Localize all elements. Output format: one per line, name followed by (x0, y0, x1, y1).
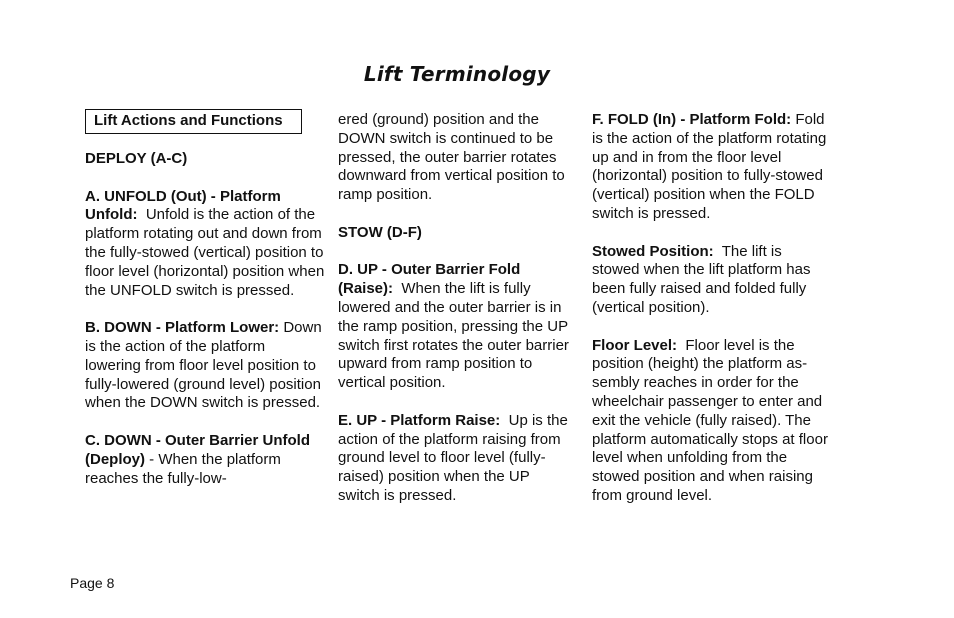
text-up-barrier: When the lift is fully lowered and the outer barrier is in the ramp position, pressing the UP switch first rotates the outer barrier upward from ramp position to vertical position. (338, 280, 569, 392)
column-3 (592, 111, 828, 525)
definition-up-barrier (338, 261, 574, 393)
definition-stowed-position (592, 243, 828, 318)
definition-down-barrier (85, 432, 325, 488)
text-fold: Fold is the action of the platform rotating up and in from the floor level (horizontal) position to fully-stowed (vertical) position when the FOLD switch is pressed. (592, 111, 827, 222)
term-down-barrier: C. DOWN - Outer Barrier Unfold (Deploy) (85, 431, 311, 468)
term-fold: F. FOLD (In) - Platform Fold: (592, 111, 792, 128)
definition-fold (592, 111, 828, 224)
definition-down-barrier-continued: ered (ground) position and the DOWN switch is continued to be pressed, the outer barrier rotates downward from vertical position to ramp position. (338, 111, 565, 204)
page-title: Lift Terminology (363, 62, 551, 86)
definition-up-platform (338, 412, 574, 506)
text-stowed-position: The lift is stowed when the lift platform has been fully raised and folded fully (vertical position). (592, 242, 811, 316)
deploy-heading: DEPLOY (A-C) (85, 150, 188, 167)
text-down-barrier: - When the platform reaches the fully-low- (85, 450, 281, 487)
column-2 (338, 111, 574, 525)
page-number: Page 8 (70, 575, 115, 591)
text-up-platform: Up is the action of the platform raising from ground level to floor level (fully-raised) position when the UP switch is pressed. (338, 411, 568, 504)
definition-floor-level (592, 337, 828, 506)
column-1 (85, 111, 325, 507)
text-down-platform: Down is the action of the platform lowering from floor level position to fully-lowered (ground level) position when the DOWN switch is pressed. (85, 319, 322, 412)
term-down-platform: B. DOWN - Platform Lower: (85, 319, 280, 337)
definition-down-platform (85, 319, 325, 413)
term-up-platform: E. UP - Platform Raise: (338, 411, 501, 429)
term-stowed-position: Stowed Position: (592, 242, 714, 260)
term-up-barrier: D. UP - Outer Barrier Fold (Raise): (338, 261, 521, 298)
term-floor-level: Floor Level: (592, 336, 678, 354)
text-unfold: Unfold is the action of the platform rotating out and down from the fully-stowed (vertical) position to floor level (horizontal) position when the UNFOLD switch is pressed. (85, 206, 325, 299)
definition-unfold (85, 188, 325, 301)
stow-heading: STOW (D-F) (338, 223, 422, 241)
term-unfold: A. UNFOLD (Out) - Platform Unfold: (85, 187, 281, 224)
text-floor-level: Floor level is the position (height) the platform as-sembly reaches in order for the wheelchair passenger to enter and exit the vehicle (fully raised). The platform automatically stops at floor level when unfolding from the stowed position and when raising from ground level. (592, 336, 828, 504)
section-label-box: Lift Actions and Functions (85, 109, 302, 134)
